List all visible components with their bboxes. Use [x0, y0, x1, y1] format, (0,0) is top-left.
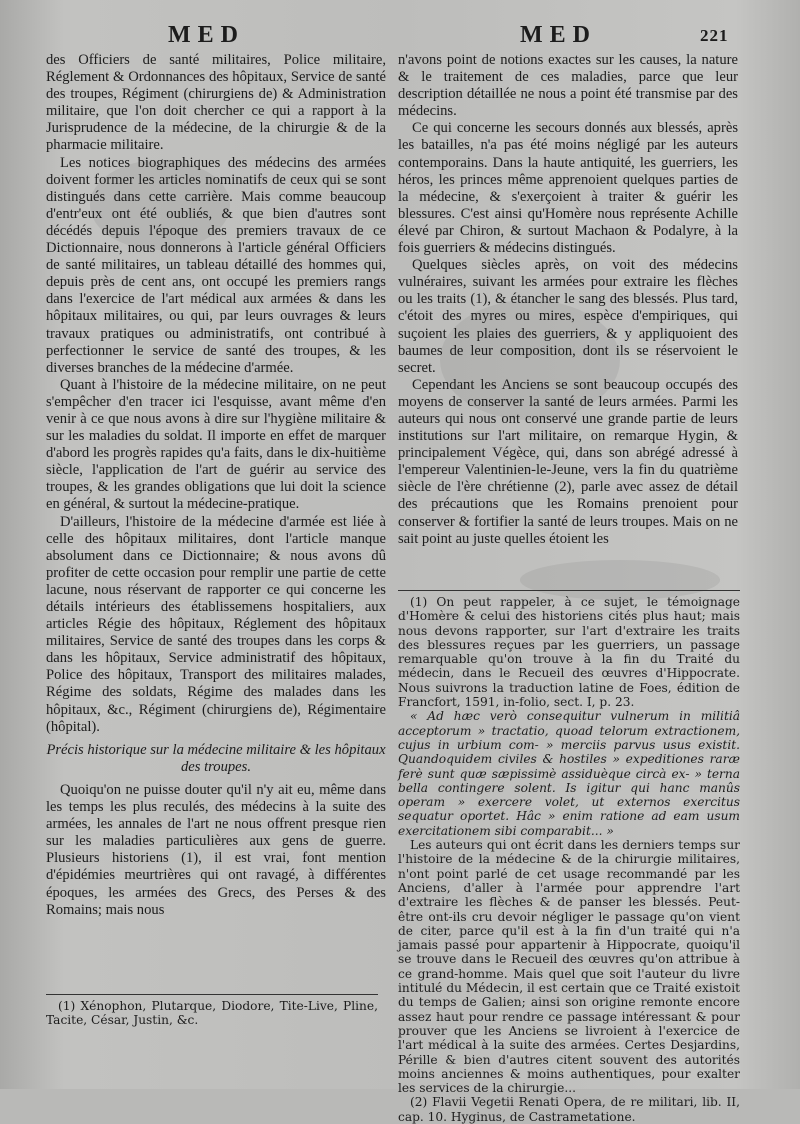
left-paragraph-4: D'ailleurs, l'histoire de la médecine d'armée est liée à celle des hôpitaux militaires, dont l'article manque absolument dans ce Dictionnaire; & nous avons dû profiter de cette occasion pour remplir une partie de cette lacune, nous réservant de rapporter ce qui concerne les détails intérieurs des établissemens hospitaliers, aux articles Régie des hôpitaux, Réglement des hôpitaux militaires, Service de santé des troupes dans les corps & dans les hôpitaux, Service administratif des hôpitaux, Police des hôpitaux, Transport des militaires malades, Régime des soldats, Régime des malades dans les hôpitaux, &c., Régiment (chirurgiens de), Régimentaire (hôpital). — [46, 513, 386, 735]
running-head — [0, 14, 800, 54]
right-footnote-area — [398, 582, 740, 1124]
right-footnote-1: (1) On peut rappeler, à ce sujet, le témoignage d'Homère & celui des historiens cités plus haut; mais nous devons rapporter, sur l'art d'extraire les traits des blessures reçues par les guerriers, un passage remarquable qu'on trouve à la fin du Traité du médecin, dans le Recueil des œuvres d'Hippocrate. Nous suivrons la traduction latine de Foes, édition de Francfort, 1591, in-folio, sect. I, p. 23. — [398, 595, 740, 710]
left-paragraph-5: Quoiqu'on ne puisse douter qu'il n'y ait eu, même dans les temps les plus reculés, des médecins à la suite des armées, les annales de l'art ne nous offrent presque rien sur les maladies particulières aux gens de guerre. Plusieurs historiens (1), il est vrai, font mention d'épidémies meurtrières qui ont ravagé, à différentes époques, les armées des Grecs, des Perses & des Romains; mais nous — [46, 781, 386, 918]
footnote-rule — [398, 590, 740, 591]
left-paragraph-2: Les notices biographiques des médecins des armées doivent former les articles nominatifs de ceux qui se sont distingués dans cette carrière. Mais comme beaucoup d'entr'eux ont été oubliés, & que bien d'autres sont décédés depuis l'époque des premiers travaux de ce Dictionnaire, nous donnerons à l'article général Officiers de santé militaires, un tableau détaillé des hommes qui, depuis près de cent ans, ont occupé les premiers rangs dans l'exercice de l'art médical aux armées & dans les hôpitaux militaires, ou qui, par leurs ouvrages & leurs travaux pratiques ou administratifs, ont contribué à perfectionner le service de santé des troupes, & les diverses branches de la médecine d'armée. — [46, 154, 386, 376]
right-paragraph-2: Ce qui concerne les secours donnés aux blessés, après les batailles, n'a pas été moins négligé par les auteurs contemporains. Dans la haute antiquité, les guerriers, les héros, les princes même apprenoient quelques parties de la médecine, & s'exerçoient à traiter & guérir les blessures. C'est ainsi qu'Homère nous représente Achille élevé par Chiron, & surtout Machaon & Podalyre, à la fois guerriers & médecins distingués. — [398, 120, 738, 257]
right-paragraph-3: Quelques siècles après, on voit des médecins vulnéraires, suivant les armées pour extraire les flèches ou les traits (1), & étancher le sang des blessés. Plus tard, c'étoit des myres ou mires, espèce d'empiriques, qui suçoient les plaies des guerriers, & y appliquoient des baumes de leur composition, dont ils se réservoient le secret. — [398, 257, 738, 376]
footnote-rule — [46, 994, 378, 995]
right-paragraph-1: n'avons point de notions exactes sur les causes, la nature & le traitement de ces maladies, parce que leur description détaillée ne nous a point été transmise par des médecins. — [398, 52, 738, 120]
left-column — [46, 52, 386, 919]
section-heading: Précis historique sur la médecine militaire & les hôpitaux des troupes. — [46, 741, 386, 775]
running-head-left: MED — [168, 22, 245, 48]
left-paragraph-3: Quant à l'histoire de la médecine militaire, on ne peut s'empêcher d'en tracer ici l'esquisse, avant même d'en venir à ce que nous avons à dire sur l'hygiène militaire & sur les maladies du soldat. Il importe en effet de marquer d'abord les progrès rapides qu'a faits, dans le dix-huitième siècle, l'application de l'art de guérir au service des troupes, & les grandes obligations que lui doit la science en général, & surtout la médecine-pratique. — [46, 376, 386, 513]
left-paragraph-1: des Officiers de santé militaires, Police militaire, Réglement & Ordonnances des hôpitaux, Service de santé des troupes, Régiment (chirurgiens de) & Administration militaire, que l'on doit chercher ce qui a rapport à la Jurisprudence de la médecine, de la chirurgie & de la pharmacie militaire. — [46, 52, 386, 154]
right-footnote-2: (2) Flavii Vegetii Renati Opera, de re militari, lib. II, cap. 10. Hyginus, de Castrametatione. — [398, 1095, 740, 1124]
running-head-right: MED — [520, 22, 597, 48]
left-footnote-area — [46, 986, 378, 1028]
right-paragraph-4: Cependant les Anciens se sont beaucoup occupés des moyens de conserver la santé de leurs armées. Parmi les auteurs qui nous ont conservé une grande partie de leurs institutions sur l'art militaire, on remarque Hygin, & principalement Végèce, qui, dans son abrégé adressé à l'empereur Valentinien-le-Jeune, vers la fin du quatrième siècle de l'ère chrétienne (2), parle avec assez de détail des précautions que les Romains prenoient pour conserver & fortifier la santé de leurs troupes. Mais on ne sait point au juste quelles étoient les — [398, 376, 738, 547]
right-column — [398, 52, 738, 548]
right-footnote-1-quote: « Ad hæc verò consequitur vulnerum in militiâ acceptorum » tractatio, quoad telorum extractionem, cujus in urbium com- » merciis parvus usus existit. Quandoquidem civiles & hostiles » expeditiones raræ ferè sunt quæ sæpissimè assiduèque circà ex- » terna bella contingere solent. Is igitur qui hanc manûs operam » exercere volet, ut externos exercitus sequatur oportet. Hâc » enim ratione ad eam usum exercitationem sibi comparabit... » — [398, 709, 740, 838]
page-number: 221 — [700, 26, 729, 45]
left-footnote-1: (1) Xénophon, Plutarque, Diodore, Tite-Live, Pline, Tacite, César, Justin, &c. — [46, 999, 378, 1028]
right-footnote-1-continued: Les auteurs qui ont écrit dans les derniers temps sur l'histoire de la médecine & de la chirurgie militaires, n'ont point parlé de cet usage recommandé par les Anciens, d'aller à l'armée pour apprendre l'art d'extraire les flèches & de panser les blessés. Peut-être ont-ils cru devoir négliger le passage qu'on vient de citer, parce qu'il est à la fin d'un traité qui n'a jamais passé pour appartenir à Hippocrate, quoiqu'il se trouve dans le Recueil des œuvres qu'on attribue à ce grand-homme. Mais quel que soit l'auteur du livre intitulé du Médecin, il est certain que ce Traité existoit du temps de Galien; ainsi son origine remonte encore assez haut pour rendre ce passage intéressant & pour prouver que les Anciens se livroient à l'exercice de l'art médical à la suite des armées. Certes Desjardins, Pérille & bien d'autres citent souvent des autorités moins anciennes & moins authentiques, pour exalter les services de la chirurgie... — [398, 838, 740, 1096]
